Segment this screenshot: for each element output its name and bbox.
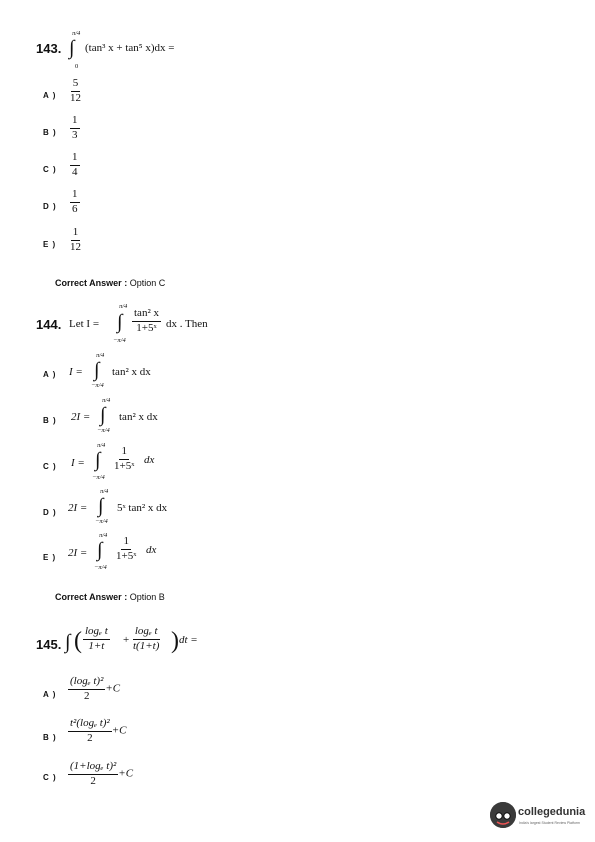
option-b-label[interactable]: B ) [43, 128, 57, 137]
option-b-value: $\frac{\text{t²(logₑ t)²}}{2}$ +C [70, 717, 127, 744]
question-144-lead: Let I = [69, 318, 100, 330]
integral-sign: π/4 ∫ −π/4 [95, 488, 109, 525]
question-143-integrand: (tan³ x + tan⁵ x)dx = [85, 42, 175, 54]
option-c-lhs: I = [71, 457, 85, 469]
option-a-expr: tan² x dx [112, 366, 151, 378]
question-144-number: 144. [36, 317, 62, 332]
option-b-lhs: 2I = [71, 411, 91, 423]
question-144-tail: dx . Then [166, 318, 208, 330]
integral-sign: π/4 ∫ −π/4 [91, 352, 105, 389]
option-a-label[interactable]: A ) [43, 91, 57, 100]
option-b-value: $\frac{1}{3}$ [72, 114, 78, 141]
option-a-label[interactable]: A ) [43, 690, 57, 699]
option-d-expr: 5ˣ tan² x dx [117, 502, 168, 514]
option-a-lhs: I = [69, 366, 83, 378]
option-e-label[interactable]: E ) [43, 240, 57, 249]
option-b-label[interactable]: B ) [43, 416, 57, 425]
logo-name: collegedunia [518, 806, 586, 818]
correct-answer-144: Correct Answer : Option B [55, 592, 165, 602]
integral-sign: π/4 ∫ −π/4 [94, 532, 108, 571]
option-c-label[interactable]: C ) [43, 165, 57, 174]
option-b-label[interactable]: B ) [43, 733, 57, 742]
option-d-value: $\frac{1}{6}$ [72, 188, 78, 215]
option-a-label[interactable]: A ) [43, 370, 57, 379]
option-e-fraction: $\frac{1}{\text{1+5ˣ}}$ [116, 535, 137, 562]
option-b-expr: tan² x dx [119, 411, 158, 423]
option-e-value: $\frac{1}{12}$ [70, 226, 81, 253]
option-c-tail: dx [144, 454, 155, 466]
question-143-number: 143. [36, 41, 62, 56]
option-a-value: $\frac{5}{12}$ [70, 77, 81, 104]
correct-answer-143: Correct Answer : Option C [55, 278, 166, 288]
option-c-label[interactable]: C ) [43, 462, 57, 471]
question-145-number: 145. [36, 637, 62, 652]
question-144-fraction: $\frac{\text{tan² x}}{\text{1+5ˣ}}$ [134, 307, 159, 334]
option-d-label[interactable]: D ) [43, 508, 57, 517]
integral-sign: π/4 ∫ 0 [69, 30, 81, 70]
collegedunia-logo[interactable] [490, 800, 590, 830]
option-c-fraction: $\frac{1}{\text{1+5ˣ}}$ [114, 445, 135, 472]
collegedunia-logo-icon [490, 802, 516, 828]
option-d-lhs: 2I = [68, 502, 88, 514]
option-a-value: $\frac{\text{(logₑ t)²}}{2}$ +C [70, 675, 121, 702]
logo-tagline: India's largest Student Review Platform [519, 821, 580, 825]
integral-sign: π/4 ∫ −π/4 [97, 397, 111, 434]
option-e-lhs: 2I = [68, 547, 88, 559]
option-e-label[interactable]: E ) [43, 553, 57, 562]
integral-sign: π/4 ∫ −π/4 [92, 442, 106, 481]
option-e-tail: dx [146, 544, 157, 556]
option-c-value: $\frac{\text{(1+logₑ t)²}}{2}$ +C [70, 760, 134, 787]
option-d-label[interactable]: D ) [43, 202, 57, 211]
option-c-label[interactable]: C ) [43, 773, 57, 782]
option-c-value: $\frac{1}{4}$ [72, 151, 78, 178]
integral-sign: π/4 ∫ −π/4 [113, 303, 128, 344]
